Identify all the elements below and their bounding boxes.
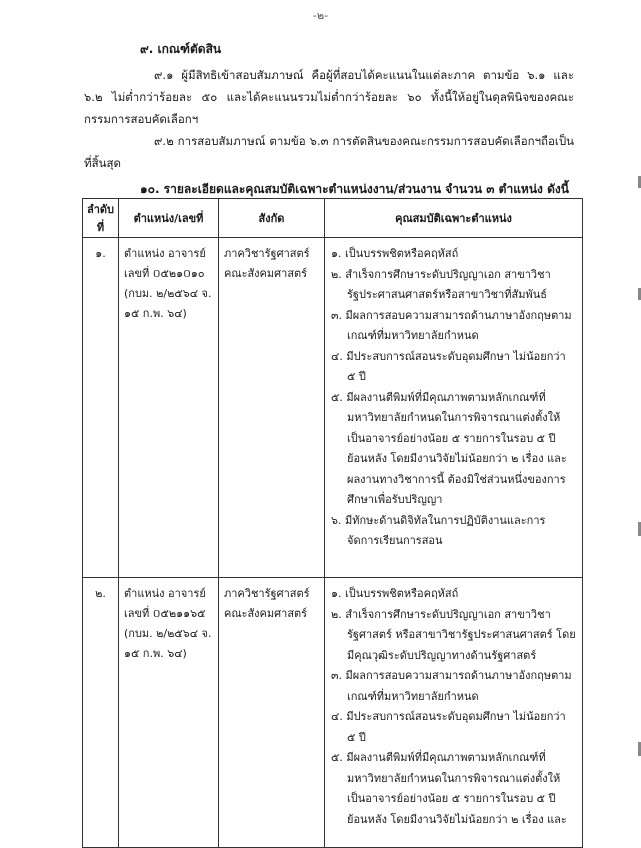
qualification-item: ๒. สำเร็จการศึกษาระดับปริญญาเอก สาขาวิชารัฐศาสตร์ หรือสาขาวิชารัฐประศาสนศาสตร์ โดยมีคุณวุฒิระดับปริญญาทางด้านรัฐศาสตร์ — [331, 607, 576, 662]
page-number: -๒- — [312, 9, 329, 22]
qualification-item: ๒. สำเร็จการศึกษาระดับปริญญาเอก สาขาวิชารัฐประศาสนศาสตร์หรือสาขาวิชาที่สัมพันธ์ — [331, 267, 551, 301]
table-row — [83, 578, 583, 848]
qualification-item: ๓. มีผลการสอบความสามารถด้านภาษาอังกฤษตามเกณฑ์ที่มหาวิทยาลัยกำหนด — [331, 669, 572, 703]
qualification-item: ๖. มีทักษะด้านดิจิทัลในการปฏิบัติงานและการจัดการเรียนการสอน — [331, 513, 546, 547]
row-position: ตำแหน่ง อาจารย์ เลขที่ ០๕๒๑๑๖๕ (กบม. ๒/๒๕๖๔ จ. ๑๕ ก.พ. ๖๔) — [119, 578, 219, 848]
row-qualifications — [325, 238, 583, 578]
row-department: ภาควิชารัฐศาสตร์ คณะสังคมศาสตร์ — [219, 238, 325, 578]
qualification-item: ๔. มีประสบการณ์สอนระดับอุดมศึกษา ไม่น้อยกว่า ๕ ปี — [331, 349, 566, 383]
qualification-item: ๑. เป็นบรรพชิตหรือคฤหัสถ์ — [331, 247, 459, 260]
table-row — [83, 238, 583, 578]
qualification-item: ๓. มีผลการสอบความสามารถด้านภาษาอังกฤษตามเกณฑ์ที่มหาวิทยาลัยกำหนด — [331, 308, 572, 342]
header-qualification: คุณสมบัติเฉพาะตำแหน่ง — [325, 199, 583, 238]
qualification-item: ๔. มีประสบการณ์สอนระดับอุดมศึกษา ไม่น้อยกว่า ๕ ปี — [331, 710, 566, 744]
section-9-2-paragraph: ๙.๒ การสอบสัมภาษณ์ ตามข้อ ๖.๓ การตัดสินของคณะกรรมการสอบคัดเลือกฯถือเป็นที่สิ้นสุด — [84, 134, 574, 170]
qualification-item: ๑. เป็นบรรพชิตหรือคฤหัสถ์ — [331, 587, 459, 600]
header-order: ลำดับที่ — [83, 199, 119, 238]
qualification-item: ๕. มีผลงานตีพิมพ์ที่มีคุณภาพตามหลักเกณฑ์ที่มหาวิทยาลัยกำหนดในการพิจารณาแต่งตั้งให้เป็นอาจารย์อย่างน้อย ๕ รายการในรอบ ๕ ปี ย้อนหลัง โดยมีงานวิจัยไม่น้อยกว่า ๒ เรื่อง และผลงานทางวิชาการนี้ ต้องมิใช่ส่วนหนึ่งของการศึกษาเพื่อรับปริญญา — [331, 390, 567, 506]
row-position: ตำแหน่ง อาจารย์ เลขที่ ០๕๒๑០๑๐ (กบม. ๒/๒๕๖๔ จ. ๑๕ ก.พ. ๖๔) — [119, 238, 219, 578]
qualification-table — [82, 198, 583, 848]
section-9-heading: ๙. เกณฑ์ตัดสิน — [140, 42, 222, 56]
row-qualifications — [325, 578, 583, 848]
table-header-row — [83, 199, 583, 238]
header-department: สังกัด — [219, 199, 325, 238]
row-order: ๑. — [83, 238, 119, 578]
qualification-item: ๕. มีผลงานตีพิมพ์ที่มีคุณภาพตามหลักเกณฑ์ที่มหาวิทยาลัยกำหนดในการพิจารณาแต่งตั้งให้เป็นอาจารย์อย่างน้อย ๕ รายการในรอบ ๕ ปี ย้อนหลัง โดยมีงานวิจัยไม่น้อยกว่า ๒ เรื่อง และ — [331, 751, 567, 826]
header-position: ตำแหน่ง/เลขที่ — [119, 199, 219, 238]
section-10-title: ๑๐. รายละเอียดและคุณสมบัติเฉพาะตำแหน่งงาน/ส่วนงาน จำนวน ๓ ตำแหน่ง ดังนี้ — [140, 182, 569, 196]
section-9-1-paragraph: ๙.๑ ผู้มีสิทธิเข้าสอบสัมภาษณ์ คือผู้ที่สอบได้คะแนนในแต่ละภาค ตามข้อ ๖.๑ และ ๖.๒ ไม่ต่ำกว่าร้อยละ ๕๐ และได้คะแนนรวมไม่ต่ำกว่าร้อยละ ๖๐ ทั้งนี้ให้อยู่ในดุลพินิจของคณะกรรมการสอบคัดเลือกฯ — [84, 68, 574, 126]
row-order: ๒. — [83, 578, 119, 848]
row-department: ภาควิชารัฐศาสตร์ คณะสังคมศาสตร์ — [219, 578, 325, 848]
